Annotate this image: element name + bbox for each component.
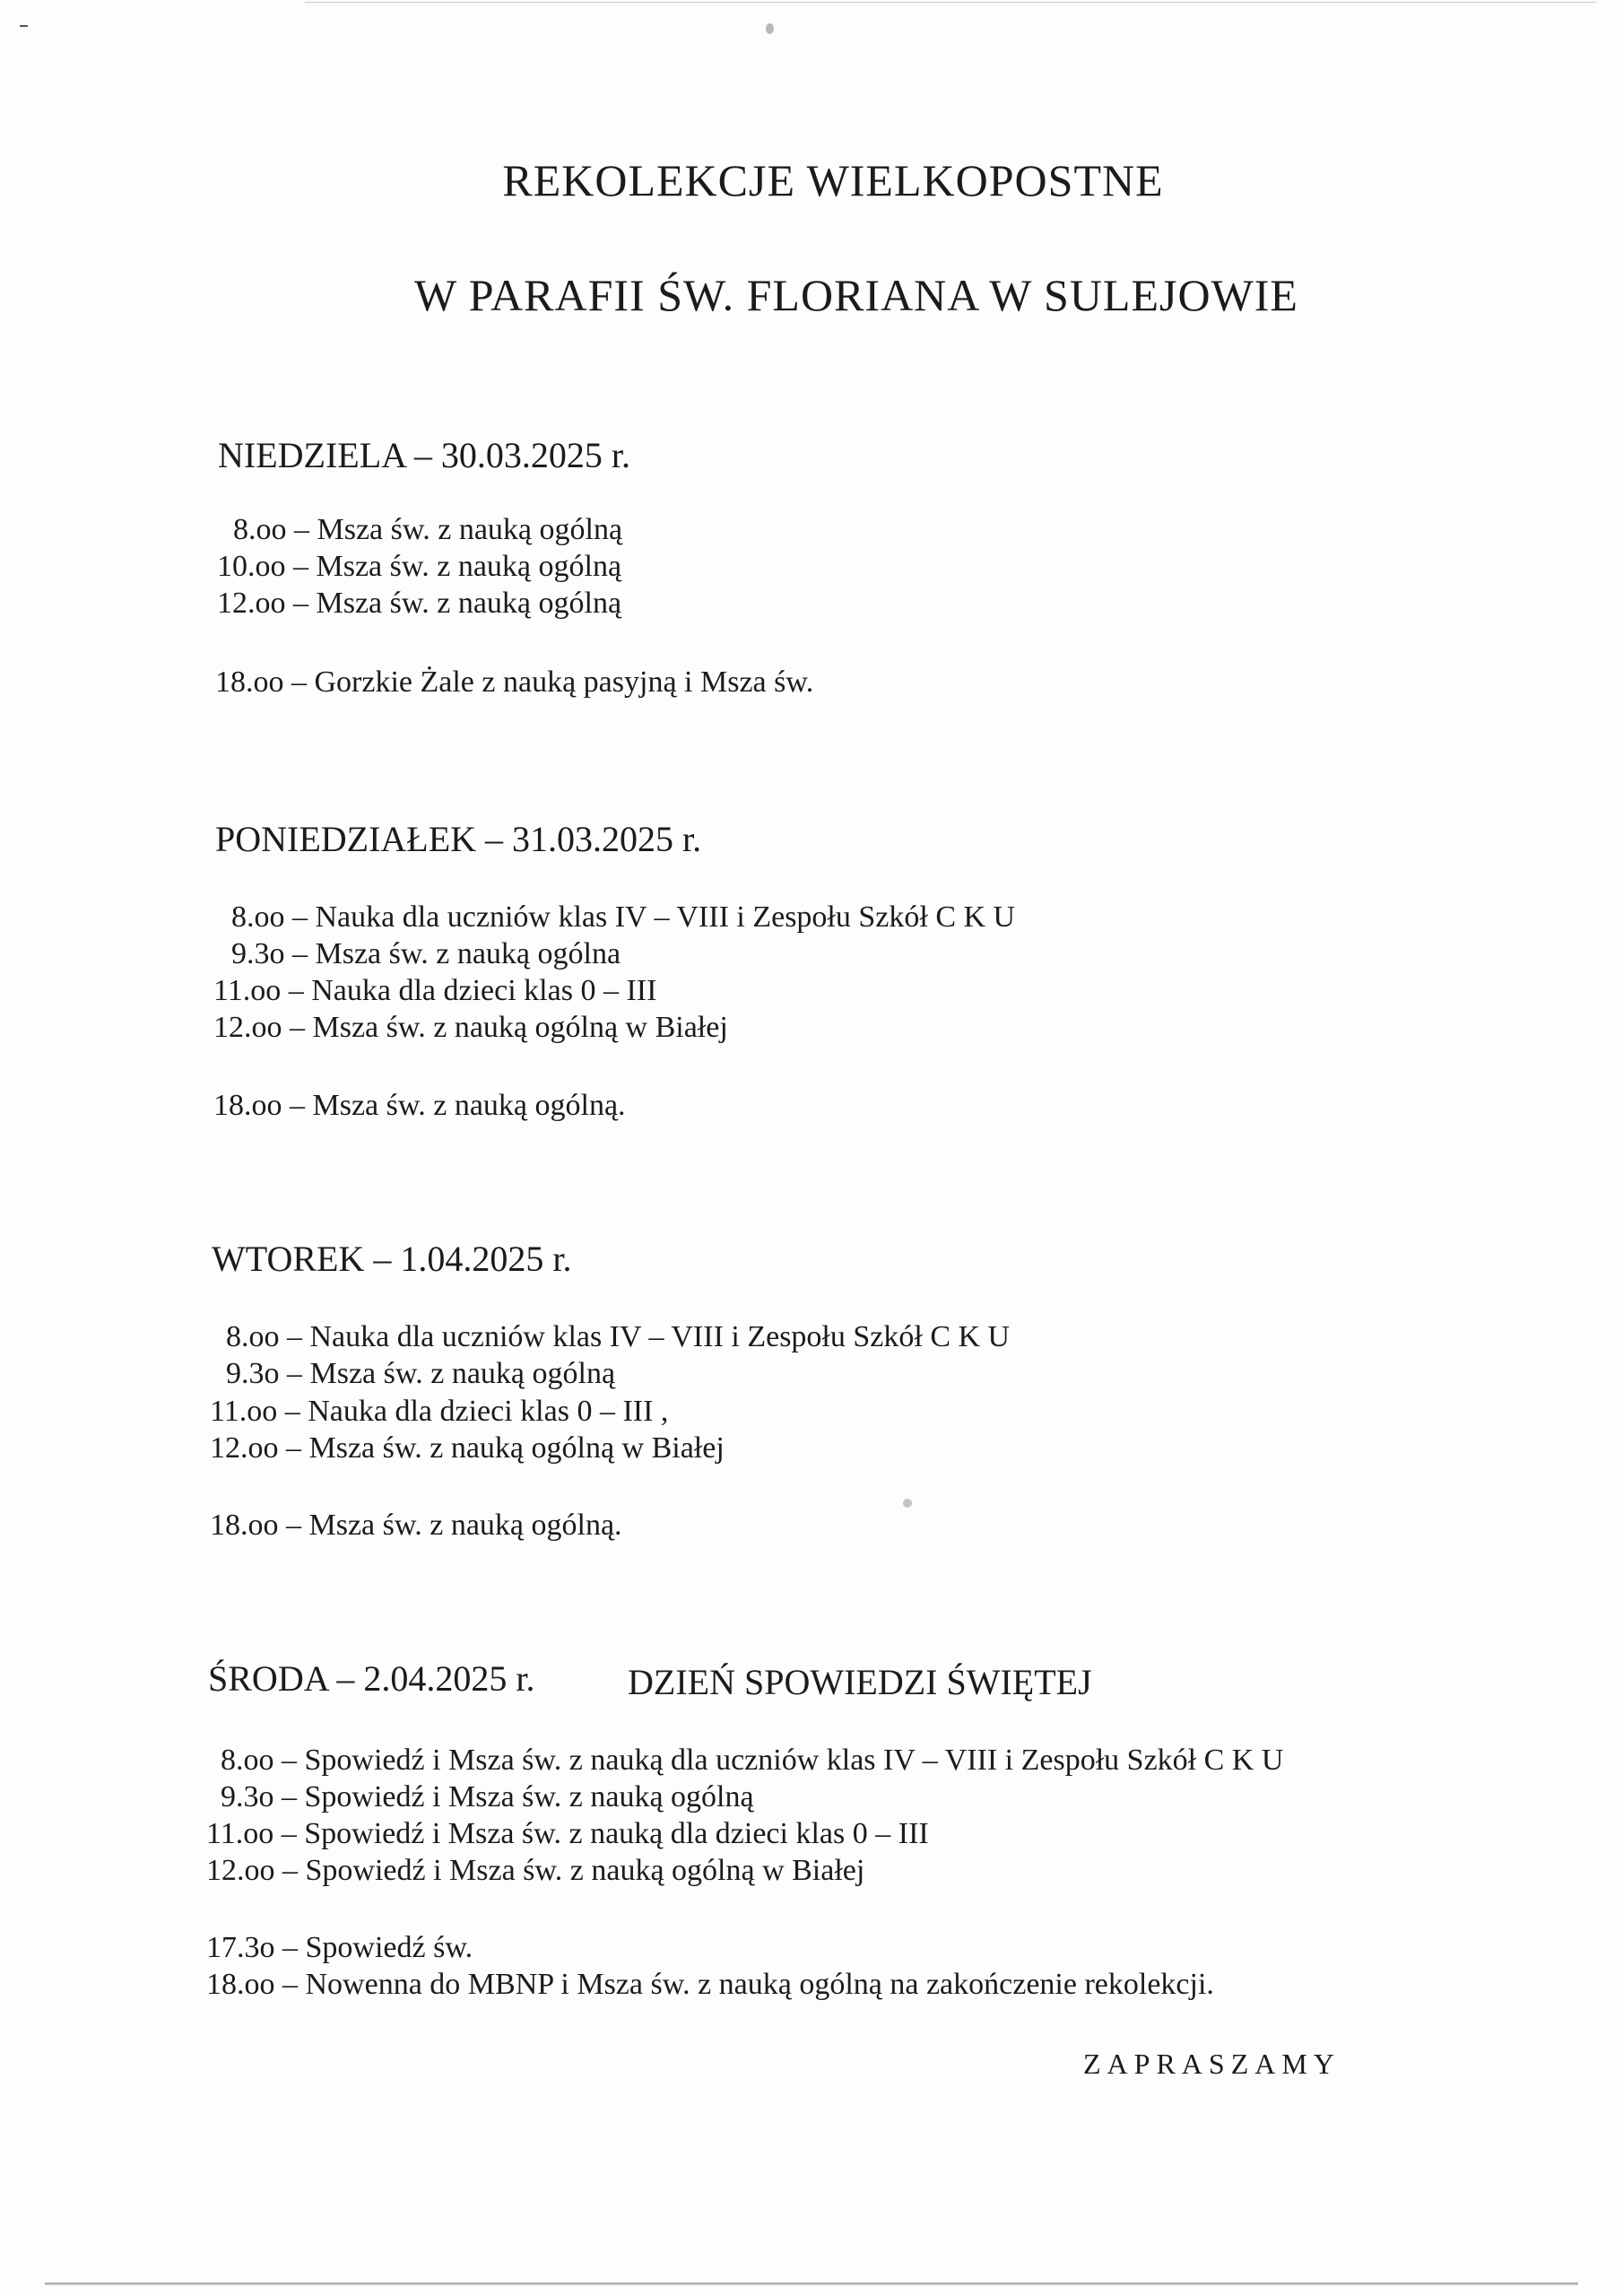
scan-edge-bottom	[45, 2283, 1578, 2285]
schedule-item: 8.oo – Nauka dla uczniów klas IV – VIII i Zespołu Szkół C K U	[226, 1320, 1011, 1353]
scan-speck	[903, 1499, 912, 1508]
schedule-item: 9.3o – Msza św. z nauką ogólną	[226, 1357, 616, 1390]
confession-day-heading: DZIEŃ SPOWIEDZI ŚWIĘTEJ	[628, 1662, 1092, 1702]
schedule-item: 11.oo – Nauka dla dzieci klas 0 – III	[213, 974, 657, 1007]
schedule-item: 12.oo – Msza św. z nauką ogólną	[217, 587, 622, 620]
schedule-item: 18.oo – Nowenna do MBNP i Msza św. z nauką ogólną na zakończenie rekolekcji.	[206, 1968, 1214, 2001]
schedule-item: 11.oo – Spowiedź i Msza św. z nauką dla dzieci klas 0 – III	[206, 1817, 929, 1850]
schedule-item: 18.oo – Msza św. z nauką ogólną.	[213, 1089, 626, 1122]
schedule-item: 8.oo – Nauka dla uczniów klas IV – VIII i Zespołu Szkół C K U	[231, 900, 1016, 934]
scan-mark	[20, 25, 28, 27]
schedule-item: 10.oo – Msza św. z nauką ogólną	[217, 550, 622, 583]
day-heading-monday: PONIEDZIAŁEK – 31.03.2025 r.	[215, 819, 702, 859]
day-heading-sunday: NIEDZIELA – 30.03.2025 r.	[218, 435, 630, 475]
schedule-item: 9.3o – Msza św. z nauką ogólna	[231, 937, 621, 970]
schedule-item: 9.3o – Spowiedź i Msza św. z nauką ogólną	[221, 1780, 754, 1813]
day-heading-tuesday: WTOREK – 1.04.2025 r.	[212, 1239, 572, 1279]
schedule-item: 18.oo – Msza św. z nauką ogólną.	[210, 1509, 622, 1542]
scan-speck	[766, 23, 774, 34]
invitation-footer: ZAPRASZAMY	[1083, 2048, 1341, 2080]
schedule-item: 18.oo – Gorzkie Żale z nauką pasyjną i Msza św.	[215, 665, 814, 699]
schedule-item: 8.oo – Spowiedź i Msza św. z nauką dla uczniów klas IV – VIII i Zespołu Szkół C K U	[221, 1744, 1284, 1777]
schedule-item: 8.oo – Msza św. z nauką ogólną	[233, 513, 623, 546]
schedule-item: 12.oo – Msza św. z nauką ogólną w Białej	[213, 1011, 728, 1044]
schedule-item: 12.oo – Spowiedź i Msza św. z nauką ogólną w Białej	[206, 1854, 865, 1887]
document-subtitle: W PARAFII ŚW. FLORIANA W SULEJOWIE	[414, 270, 1298, 320]
scan-edge-top	[305, 2, 1596, 3]
schedule-item: 11.oo – Nauka dla dzieci klas 0 – III ,	[210, 1395, 669, 1428]
schedule-item: 12.oo – Msza św. z nauką ogólną w Białej	[210, 1431, 725, 1465]
schedule-item: 17.3o – Spowiedź św.	[206, 1931, 473, 1964]
document-title: REKOLEKCJE WIELKOPOSTNE	[502, 155, 1164, 205]
day-heading-wednesday: ŚRODA – 2.04.2025 r.	[208, 1658, 535, 1699]
